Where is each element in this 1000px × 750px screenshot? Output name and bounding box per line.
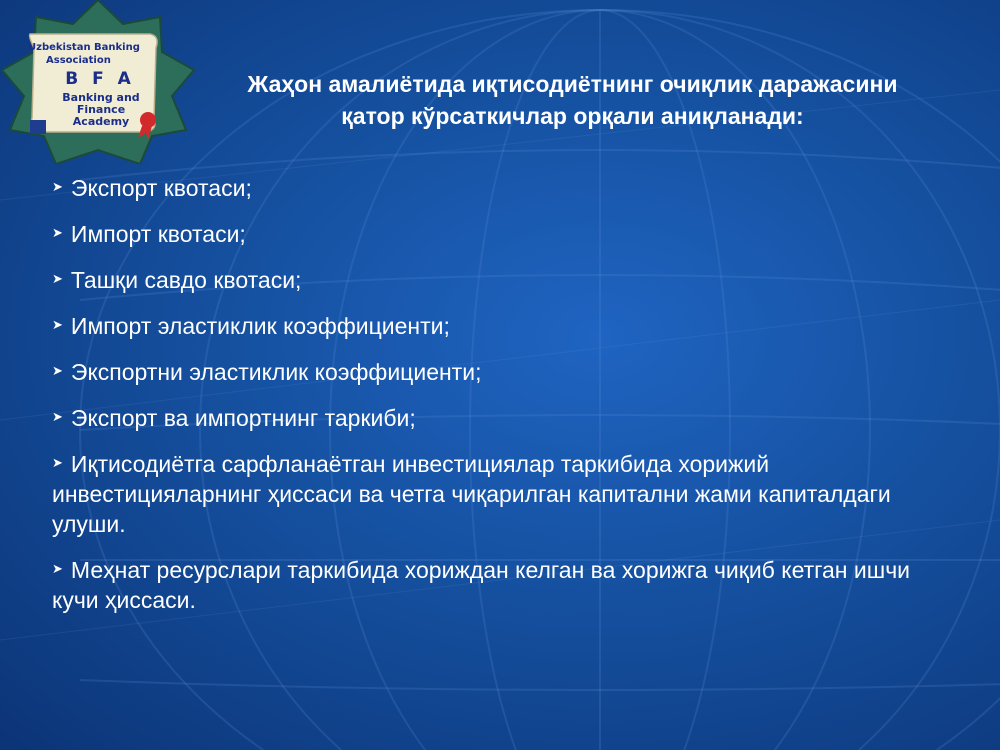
list-item bbox=[52, 218, 952, 249]
list-item-text: Импорт квотаси; bbox=[70, 221, 246, 247]
list-item-text: Экспорт квотаси; bbox=[70, 175, 252, 201]
list-item bbox=[52, 554, 952, 615]
logo-abbreviation: B F A bbox=[65, 69, 135, 89]
arrowhead-bullet-icon: ➤ bbox=[52, 561, 63, 576]
list-item bbox=[52, 310, 952, 341]
arrowhead-bullet-icon: ➤ bbox=[52, 271, 63, 286]
list-item bbox=[52, 402, 952, 433]
logo-line1: Uzbekistan Banking bbox=[28, 42, 140, 53]
list-item-text: Экспорт ва импортнинг таркиби; bbox=[70, 405, 416, 431]
bfa-logo bbox=[0, 0, 196, 164]
list-item-text: Меҳнат ресурслари таркибида хориждан келган ва хорижга чиқиб кетган ишчи кучи ҳиссаси. bbox=[52, 557, 911, 613]
arrowhead-bullet-icon: ➤ bbox=[52, 363, 63, 378]
logo-line2: Association bbox=[46, 55, 111, 66]
arrowhead-bullet-icon: ➤ bbox=[52, 225, 63, 240]
list-item bbox=[52, 356, 952, 387]
list-item-text: Экспортни эластиклик коэффициенти; bbox=[70, 359, 482, 385]
list-item bbox=[52, 172, 952, 203]
slide-title: Жаҳон амалиётида иқтисодиётнинг очиқлик даражасини қатор кўрсаткичлар орқали аниқланади: bbox=[247, 71, 898, 129]
list-item-text: Импорт эластиклик коэффициенти; bbox=[70, 313, 450, 339]
logo-line3: Banking and Finance Academy bbox=[62, 91, 140, 129]
arrowhead-bullet-icon: ➤ bbox=[52, 317, 63, 332]
arrowhead-bullet-icon: ➤ bbox=[52, 409, 63, 424]
list-item bbox=[52, 264, 952, 295]
arrowhead-bullet-icon: ➤ bbox=[52, 455, 63, 470]
list-item bbox=[52, 448, 952, 539]
list-item-text: Ташқи савдо квотаси; bbox=[70, 267, 302, 293]
arrowhead-bullet-icon: ➤ bbox=[52, 179, 63, 194]
indicator-list bbox=[52, 172, 952, 630]
list-item-text: Иқтисодиётга сарфланаётган инвестициялар таркибида хорижий инвестицияларнинг ҳиссаси ва четга чиқарилган капитални жами капиталдаги улуши. bbox=[52, 451, 891, 537]
